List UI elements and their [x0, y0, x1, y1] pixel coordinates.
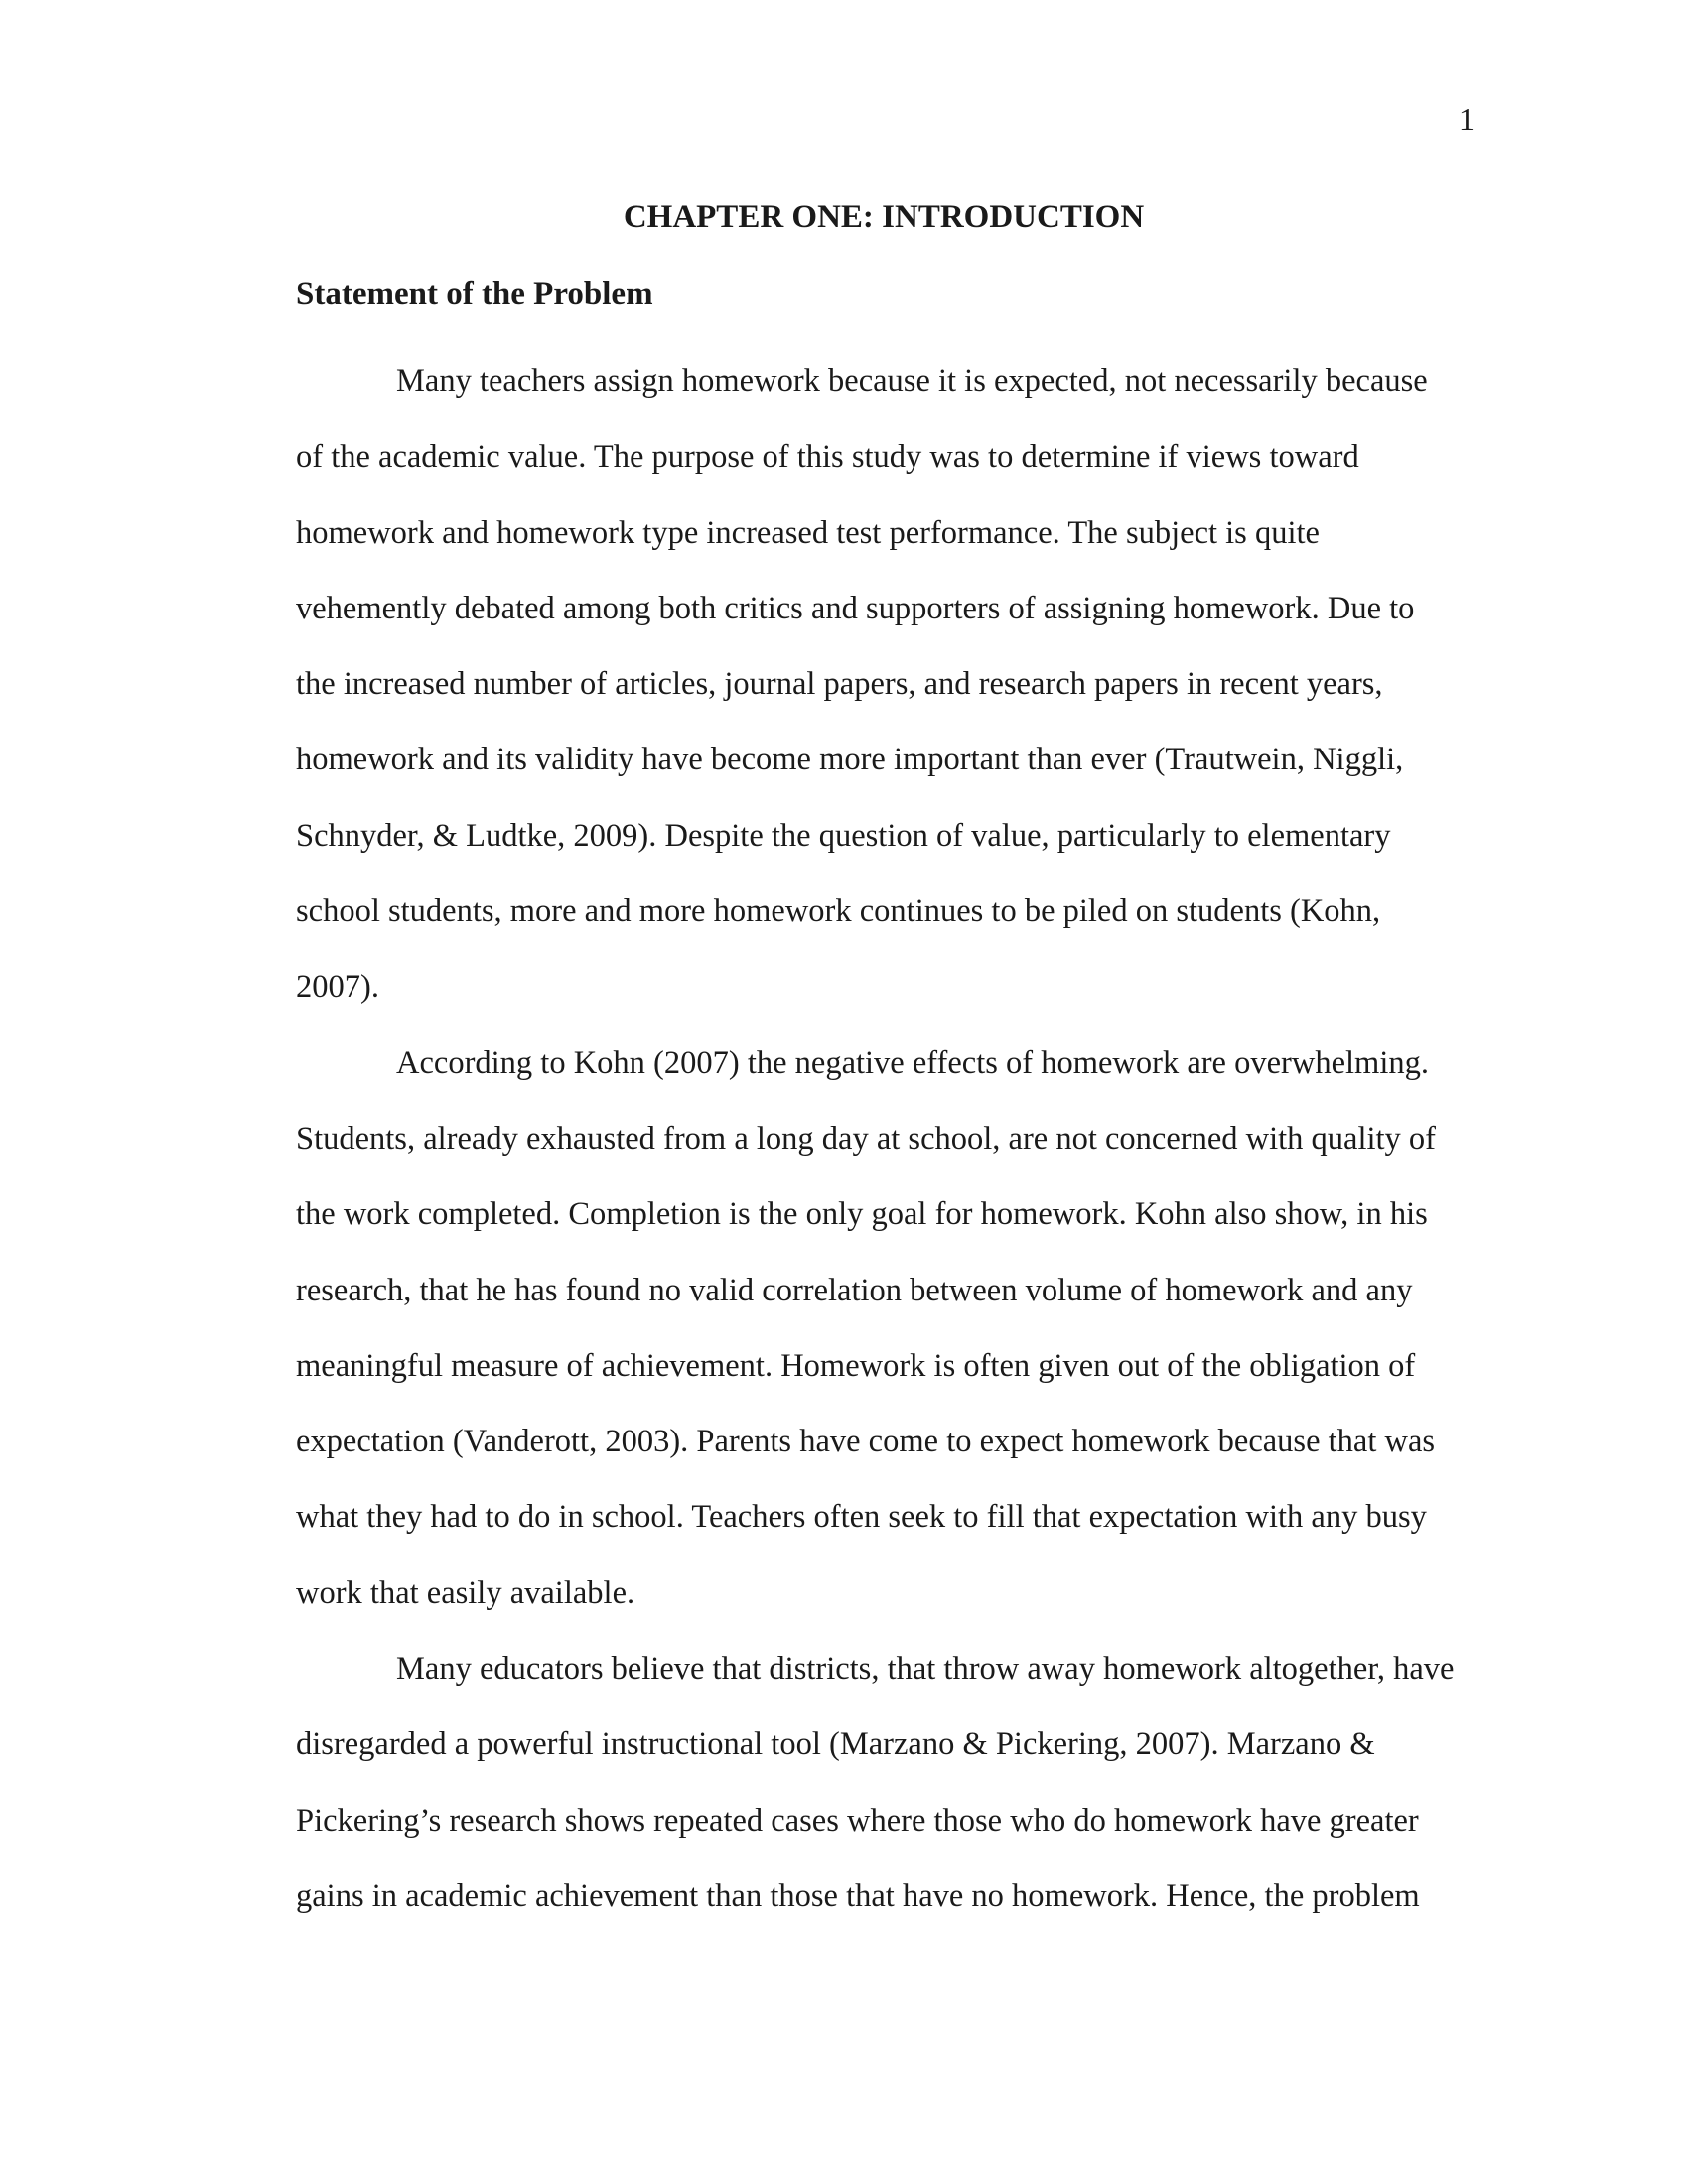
- text-line: disregarded a powerful instructional tool (Marzano & Pickering, 2007). Marzano &: [296, 1726, 1375, 1763]
- body-text: [296, 343, 1487, 1934]
- section-heading: Statement of the Problem: [296, 276, 653, 312]
- page-number: 1: [1459, 101, 1475, 137]
- paragraph-first-line: Many educators believe that districts, that throw away homework altogether, have: [396, 1651, 1455, 1688]
- paragraph-first-line: Many teachers assign homework because it is expected, not necessarily because: [396, 363, 1428, 399]
- text-line: 2007).: [296, 969, 379, 1006]
- text-line: work that easily available.: [296, 1574, 635, 1611]
- text-line: the work completed. Completion is the only goal for homework. Kohn also show, in his: [296, 1196, 1428, 1233]
- text-line: homework and its validity have become more important than ever (Trautwein, Niggli,: [296, 742, 1404, 778]
- text-line: the increased number of articles, journal papers, and research papers in recent years,: [296, 666, 1383, 703]
- text-line: of the academic value. The purpose of this study was to determine if views toward: [296, 439, 1359, 476]
- text-line: homework and homework type increased test performance. The subject is quite: [296, 514, 1320, 551]
- text-line: school students, more and more homework continues to be piled on students (Kohn,: [296, 893, 1381, 930]
- chapter-title: CHAPTER ONE: INTRODUCTION: [623, 200, 1145, 235]
- text-line: expectation (Vanderott, 2003). Parents have come to expect homework because that was: [296, 1424, 1436, 1460]
- text-line: research, that he has found no valid correlation between volume of homework and any: [296, 1272, 1413, 1308]
- text-line: Pickering’s research shows repeated cases where those who do homework have greater: [296, 1802, 1419, 1839]
- text-line: what they had to do in school. Teachers often seek to fill that expectation with any busy: [296, 1499, 1427, 1536]
- paragraph-first-line: According to Kohn (2007) the negative effects of homework are overwhelming.: [396, 1044, 1429, 1081]
- text-line: meaningful measure of achievement. Homework is often given out of the obligation of: [296, 1347, 1416, 1384]
- text-line: Schnyder, & Ludtke, 2009). Despite the question of value, particularly to elementary: [296, 817, 1391, 854]
- text-line: Students, already exhausted from a long day at school, are not concerned with quality of: [296, 1120, 1436, 1157]
- text-line: vehemently debated among both critics and supporters of assigning homework. Due to: [296, 590, 1415, 626]
- text-line: gains in academic achievement than those that have no homework. Hence, the problem: [296, 1877, 1420, 1914]
